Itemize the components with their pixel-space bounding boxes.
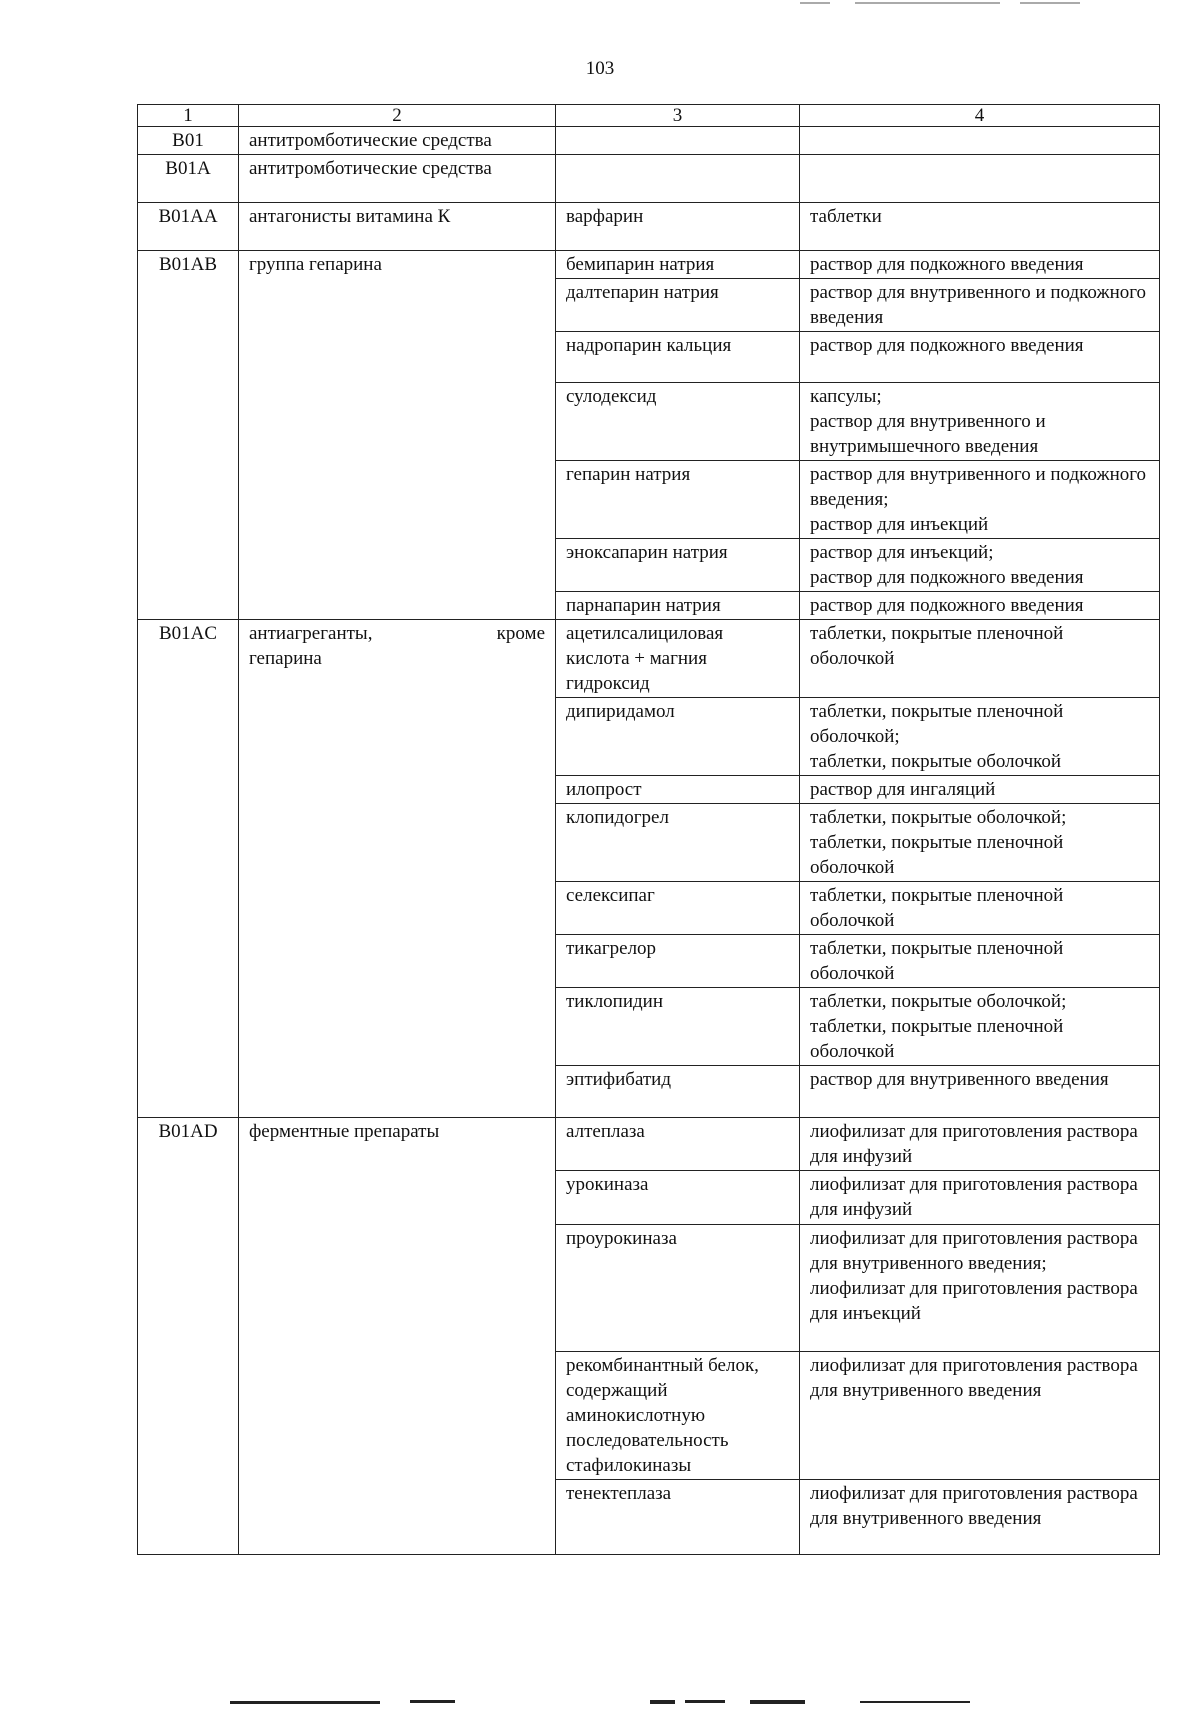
dosage-form-cell — [800, 203, 1160, 251]
group-name-line — [249, 621, 545, 646]
drug-name-cell: рекомбинантный белок, содержащий аминокислотную последовательность стафилокиназы — [556, 1352, 800, 1480]
dosage-form-line: лиофилизат для приготовления раствора для инфузий — [810, 1174, 1138, 1220]
dosage-form-line: раствор для ингаляций — [810, 779, 996, 800]
dosage-form-line: таблетки, покрытые пленочной оболочкой; — [810, 701, 1064, 747]
dosage-form-cell — [800, 1066, 1160, 1118]
drug-name-cell: тиклопидин — [556, 988, 800, 1066]
dosage-form-cell — [800, 127, 1160, 155]
dosage-form-cell — [800, 1225, 1160, 1352]
table-row — [138, 1118, 1160, 1171]
group-name-cell: ферментные препараты — [239, 1118, 556, 1555]
dosage-form-line: таблетки, покрытые пленочной оболочкой — [810, 885, 1064, 931]
header-cell: 2 — [239, 105, 556, 127]
group-name-part: кроме — [496, 623, 545, 644]
table-row — [138, 620, 1160, 698]
drug-name-cell: тенектеплаза — [556, 1480, 800, 1555]
drug-name-cell: бемипарин натрия — [556, 251, 800, 279]
dosage-form-cell — [800, 332, 1160, 383]
atc-code-cell: B01AC — [138, 620, 239, 1118]
dosage-form-line: лиофилизат для приготовления раствора для внутривенного введения — [810, 1483, 1138, 1529]
dosage-form-line: раствор для инъекций — [810, 514, 989, 535]
group-name-cell: антитромботические средства — [239, 155, 556, 203]
dosage-form-line: таблетки, покрытые оболочкой — [810, 751, 1062, 772]
table-row — [138, 127, 1160, 155]
dosage-form-line: лиофилизат для приготовления раствора для внутривенного введения; — [810, 1228, 1138, 1274]
dosage-form-cell — [800, 620, 1160, 698]
dosage-form-cell — [800, 155, 1160, 203]
group-name-cell: антитромботические средства — [239, 127, 556, 155]
dosage-form-line: таблетки, покрытые пленочной оболочкой — [810, 938, 1064, 984]
drug-name-cell: урокиназа — [556, 1171, 800, 1225]
header-cell: 4 — [800, 105, 1160, 127]
dosage-form-cell — [800, 1480, 1160, 1555]
drug-name-cell: далтепарин натрия — [556, 279, 800, 332]
table-row — [138, 251, 1160, 279]
dosage-form-line: таблетки, покрытые оболочкой; — [810, 991, 1067, 1012]
table-row — [138, 203, 1160, 251]
dosage-form-cell — [800, 1171, 1160, 1225]
dosage-form-line: таблетки — [810, 206, 882, 227]
atc-code-cell: B01AA — [138, 203, 239, 251]
dosage-form-line: раствор для внутривенного введения — [810, 1069, 1109, 1090]
dosage-form-line: таблетки, покрытые пленочной оболочкой — [810, 1016, 1064, 1062]
atc-code-cell: B01 — [138, 127, 239, 155]
group-name-part: гепарина — [249, 648, 322, 669]
drug-name-cell: дипиридамол — [556, 698, 800, 776]
atc-code-cell: B01AD — [138, 1118, 239, 1555]
drug-name-cell: гепарин натрия — [556, 461, 800, 539]
drug-table — [137, 104, 1160, 1555]
dosage-form-line: раствор для подкожного введения — [810, 254, 1084, 275]
drug-name-cell: илопрост — [556, 776, 800, 804]
drug-name-cell: клопидогрел — [556, 804, 800, 882]
header-cell: 3 — [556, 105, 800, 127]
dosage-form-cell — [800, 882, 1160, 935]
drug-name-cell: эптифибатид — [556, 1066, 800, 1118]
dosage-form-cell — [800, 461, 1160, 539]
group-name-cell: антагонисты витамина К — [239, 203, 556, 251]
dosage-form-cell — [800, 1352, 1160, 1480]
group-name-part: антиагреганты, — [249, 623, 373, 644]
page-number: 103 — [585, 58, 615, 79]
dosage-form-line: раствор для внутривенного и внутримышечного введения — [810, 411, 1046, 457]
atc-code-cell: B01A — [138, 155, 239, 203]
dosage-form-cell — [800, 804, 1160, 882]
table-row — [138, 155, 1160, 203]
dosage-form-cell — [800, 383, 1160, 461]
dosage-form-cell — [800, 776, 1160, 804]
atc-code-cell: B01AB — [138, 251, 239, 620]
dosage-form-line: лиофилизат для приготовления раствора для инфузий — [810, 1121, 1138, 1167]
dosage-form-line: раствор для подкожного введения — [810, 595, 1084, 616]
dosage-form-line: капсулы; — [810, 386, 882, 407]
drug-name-cell: сулодексид — [556, 383, 800, 461]
drug-name-cell — [556, 127, 800, 155]
dosage-form-line: раствор для подкожного введения — [810, 567, 1084, 588]
dosage-form-cell — [800, 592, 1160, 620]
dosage-form-cell — [800, 539, 1160, 592]
group-name-cell: группа гепарина — [239, 251, 556, 620]
dosage-form-line: раствор для инъекций; — [810, 542, 994, 563]
dosage-form-cell — [800, 698, 1160, 776]
drug-name-cell: ацетилсалициловая кислота + магния гидроксид — [556, 620, 800, 698]
drug-name-cell: варфарин — [556, 203, 800, 251]
dosage-form-line: таблетки, покрытые оболочкой; — [810, 807, 1067, 828]
dosage-form-line: раствор для подкожного введения — [810, 335, 1084, 356]
dosage-form-cell — [800, 988, 1160, 1066]
drug-name-cell: тикагрелор — [556, 935, 800, 988]
drug-name-cell: эноксапарин натрия — [556, 539, 800, 592]
dosage-form-cell — [800, 279, 1160, 332]
drug-name-cell — [556, 155, 800, 203]
header-row — [138, 105, 1160, 127]
dosage-form-line: лиофилизат для приготовления раствора для внутривенного введения — [810, 1355, 1138, 1401]
drug-name-cell: проурокиназа — [556, 1225, 800, 1352]
drug-name-cell: парнапарин натрия — [556, 592, 800, 620]
drug-name-cell: алтеплаза — [556, 1118, 800, 1171]
dosage-form-line: лиофилизат для приготовления раствора для инъекций — [810, 1278, 1138, 1324]
dosage-form-line: таблетки, покрытые пленочной оболочкой — [810, 623, 1064, 669]
dosage-form-line: таблетки, покрытые пленочной оболочкой — [810, 832, 1064, 878]
group-name-cell — [239, 620, 556, 1118]
drug-name-cell: селексипаг — [556, 882, 800, 935]
table-body — [138, 105, 1160, 1555]
dosage-form-cell — [800, 1118, 1160, 1171]
header-cell: 1 — [138, 105, 239, 127]
drug-name-cell: надропарин кальция — [556, 332, 800, 383]
dosage-form-line: раствор для внутривенного и подкожного введения; — [810, 464, 1147, 510]
dosage-form-cell — [800, 935, 1160, 988]
dosage-form-cell — [800, 251, 1160, 279]
dosage-form-line: раствор для внутривенного и подкожного введения — [810, 282, 1147, 328]
